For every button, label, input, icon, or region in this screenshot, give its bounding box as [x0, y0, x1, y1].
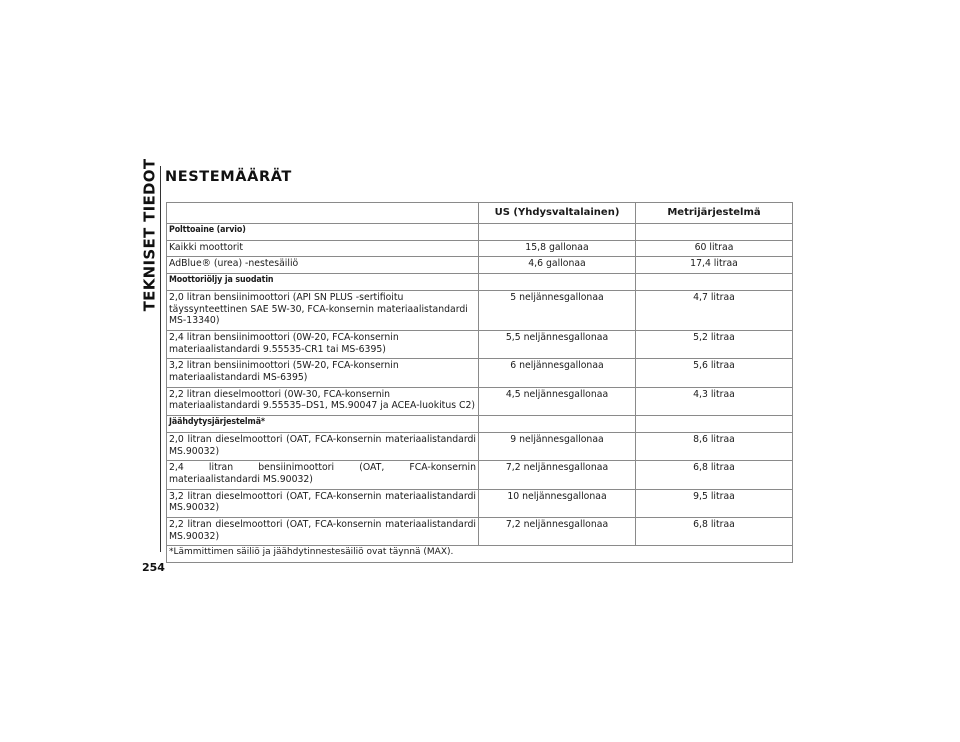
metric-value: 6,8 litraa: [636, 461, 793, 489]
table-section-row: [167, 416, 793, 433]
table-footnote-row: [167, 546, 793, 563]
table-footnote: *Lämmittimen säiliö ja jäähdytinnestesäiliö ovat täynnä (MAX).: [167, 546, 793, 563]
row-label: 2,4 litran bensiinimoottori (0W-20, FCA-konsernin materiaalistandardi 9.55535-CR1 tai MS-6395): [167, 330, 479, 358]
row-label: 2,0 litran bensiinimoottori (API SN PLUS -sertifioitu täyssynteettinen SAE 5W-30, FCA-konsernin materiaalistandardi MS-13340): [167, 290, 479, 330]
row-label: 2,4 litran bensiinimoottori (OAT, FCA-konsernin materiaalistandardi MS.90032): [167, 461, 479, 489]
table-row: [167, 518, 793, 546]
us-value: 4,6 gallonaa: [479, 257, 636, 274]
us-value: 5,5 neljännesgallonaa: [479, 330, 636, 358]
us-value: 5 neljännesgallonaa: [479, 290, 636, 330]
table-row: [167, 359, 793, 387]
metric-value: [636, 224, 793, 241]
row-label: 2,0 litran dieselmoottori (OAT, FCA-konsernin materiaalistandardi MS.90032): [167, 432, 479, 460]
metric-value: 4,7 litraa: [636, 290, 793, 330]
table-section-row: [167, 224, 793, 241]
metric-value: [636, 416, 793, 433]
us-value: 6 neljännesgallonaa: [479, 359, 636, 387]
metric-value: 60 litraa: [636, 240, 793, 257]
metric-value: 4,3 litraa: [636, 387, 793, 415]
section-label: Polttoaine (arvio): [167, 224, 479, 241]
us-value: 4,5 neljännesgallonaa: [479, 387, 636, 415]
section-label: Jäähdytysjärjestelmä*: [167, 416, 479, 433]
us-value: [479, 274, 636, 291]
us-value: 7,2 neljännesgallonaa: [479, 461, 636, 489]
table-header-row: [167, 203, 793, 224]
row-label: AdBlue® (urea) -nestesäiliö: [167, 257, 479, 274]
header-label: [167, 203, 479, 224]
table-row: [167, 432, 793, 460]
table-row: [167, 330, 793, 358]
section-title: NESTEMÄÄRÄT: [165, 169, 292, 185]
table-row: [167, 240, 793, 257]
metric-value: 6,8 litraa: [636, 518, 793, 546]
table-row: [167, 290, 793, 330]
table-body: [167, 224, 793, 563]
table-row: [167, 387, 793, 415]
table-row: [167, 257, 793, 274]
table-section-row: [167, 274, 793, 291]
us-value: [479, 224, 636, 241]
row-label: Kaikki moottorit: [167, 240, 479, 257]
us-value: 10 neljännesgallonaa: [479, 489, 636, 517]
row-label: 3,2 litran bensiinimoottori (5W-20, FCA-konsernin materiaalistandardi MS-6395): [167, 359, 479, 387]
metric-value: 5,2 litraa: [636, 330, 793, 358]
metric-value: 17,4 litraa: [636, 257, 793, 274]
metric-value: 5,6 litraa: [636, 359, 793, 387]
section-label: Moottoriöljy ja suodatin: [167, 274, 479, 291]
table-row: [167, 461, 793, 489]
side-tab: [139, 158, 159, 312]
table-row: [167, 489, 793, 517]
us-value: 7,2 neljännesgallonaa: [479, 518, 636, 546]
metric-value: 9,5 litraa: [636, 489, 793, 517]
header-us: US (Yhdysvaltalainen): [479, 203, 636, 224]
metric-value: [636, 274, 793, 291]
us-value: 15,8 gallonaa: [479, 240, 636, 257]
row-label: 3,2 litran dieselmoottori (OAT, FCA-konsernin materiaalistandardi MS.90032): [167, 489, 479, 517]
row-label: 2,2 litran dieselmoottori (0W-30, FCA-konsernin materiaalistandardi 9.55535–DS1, MS.90047 ja ACEA-luokitus C2): [167, 387, 479, 415]
side-divider: [160, 166, 161, 552]
us-value: [479, 416, 636, 433]
header-metric: Metrijärjestelmä: [636, 203, 793, 224]
metric-value: 8,6 litraa: [636, 432, 793, 460]
side-tab-label: TEKNISET TIEDOT: [140, 158, 158, 312]
fluid-capacities-table: [166, 202, 793, 563]
us-value: 9 neljännesgallonaa: [479, 432, 636, 460]
page-number: 254: [142, 561, 165, 574]
row-label: 2,2 litran dieselmoottori (OAT, FCA-konsernin materiaalistandardi MS.90032): [167, 518, 479, 546]
